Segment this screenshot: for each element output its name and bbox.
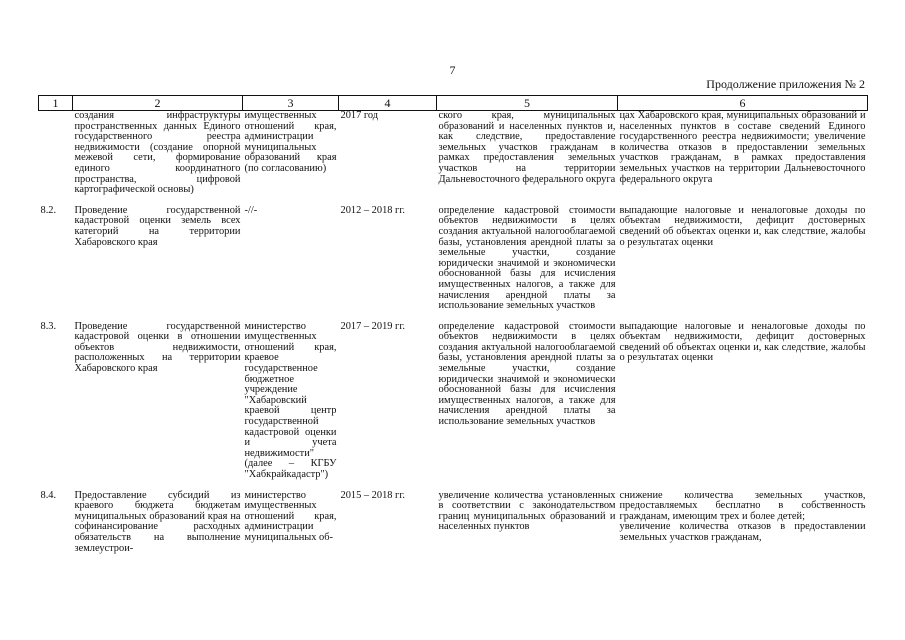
consequence: выпадающие налоговые и неналоговые доходы по объектам недвижимости, дефицит достоверных сведений об объектах оценки и, как следствие, жалобы о результатах оценки	[619, 320, 866, 364]
measure-name: Проведение государственной кадастровой оценки земель всех категорий на территории Хабаровского края	[74, 204, 241, 248]
table-row	[39, 322, 868, 491]
col-header-2: 2	[73, 96, 243, 111]
measure-name: создания инфраструктуры пространственных данных Единого государственного реестра недвижимости (создание опорной межевой сети, формирование единого координатного пространства, цифровой картографической основы)	[74, 110, 241, 196]
executor: -//-	[244, 204, 258, 216]
row-number: 8.4.	[40, 489, 57, 501]
page-number: 7	[449, 63, 456, 77]
executor: имущественных отношений края, администрации муниципальных образований края (по согласованию)	[244, 110, 337, 174]
row-number: 8.2.	[40, 204, 57, 216]
expected-result: определение кадастровой стоимости объектов недвижимости в целях создания актуальной налогооблагаемой базы, установления арендной платы за земельные участки, создание юридически значимой и экономически обоснованной базы для исчисления имущественных налогов, а также для начисления арендной платы за использование земельных участков	[438, 320, 616, 428]
table-row	[39, 111, 868, 206]
col-header-6: 6	[618, 96, 868, 111]
consequence-line: увеличение количества отказов в предоставлении земельных участков гражданам,	[619, 521, 866, 543]
consequence	[618, 491, 868, 555]
measure-name: Предоставление субсидий из краевого бюджета бюджетам муниципальных образований края на софинансирование расходных обязательств на выполнение землеустрои-	[74, 489, 241, 554]
executor: министерство имущественных отношений края, краевое государственное бюджетное учреждение "Хабаровский краевой центр государственной кадастровой оценки и учета недвижимости" (далее – КГБУ "Хабкрайкадастр")	[244, 320, 337, 480]
plan-table	[38, 95, 868, 554]
expected-result: увеличение количества установленных в соответствии с законодательством границ муниципальных образований и населенных пунктов	[438, 489, 616, 533]
period: 2017 год	[340, 110, 379, 121]
appendix-continuation: Продолжение приложения № 2	[706, 77, 865, 91]
consequence: выпадающие налоговые и неналоговые доходы по объектам недвижимости, дефицит достоверных сведений об объектах оценки и, как следствие, жалобы о результатах оценки	[619, 204, 866, 248]
period: 2015 – 2018 гг.	[340, 489, 405, 501]
consequence: цах Хабаровского края, муниципальных образований и населенных пунктов в составе сведений Единого государственного реестра недвижимости; увеличение количества отказов в предоставлении земельных участков гражданам, в рамках предоставления земельных участков на территории Дальневосточного федерального округа	[619, 110, 866, 185]
table-row	[39, 491, 868, 555]
table-row	[39, 206, 868, 322]
row-number	[39, 111, 73, 206]
col-header-4: 4	[339, 96, 437, 111]
col-header-5: 5	[437, 96, 618, 111]
col-header-3: 3	[243, 96, 339, 111]
measure-name: Проведение государственной кадастровой оценки в отношении объектов недвижимости, расположенных на территории Хабаровского края	[74, 320, 241, 375]
row-number: 8.3.	[40, 320, 57, 332]
period: 2017 – 2019 гг.	[340, 320, 405, 332]
period: 2012 – 2018 гг.	[340, 204, 405, 216]
expected-result: ского края, муниципальных образований и населенных пунктов и, как следствие, предоставление земельных участков гражданам в рамках предоставления земельных участков на территории Дальневосточного федерального округа	[438, 110, 616, 185]
consequence-line: снижение количества земельных участков, предоставляемых бесплатно в собственность гражданам, имеющим трех и более детей;	[619, 489, 866, 522]
col-header-1: 1	[39, 96, 73, 111]
executor: министерство имущественных отношений края, администрации муниципальных об-	[244, 489, 337, 543]
table-header-row	[39, 96, 868, 111]
expected-result: определение кадастровой стоимости объектов недвижимости в целях создания актуальной налогооблагаемой базы, установления арендной платы за земельные участки, создание юридически значимой и экономически обоснованной базы для исчисления имущественных налогов, а также для начисления арендной платы за использование земельных участков	[438, 204, 616, 312]
